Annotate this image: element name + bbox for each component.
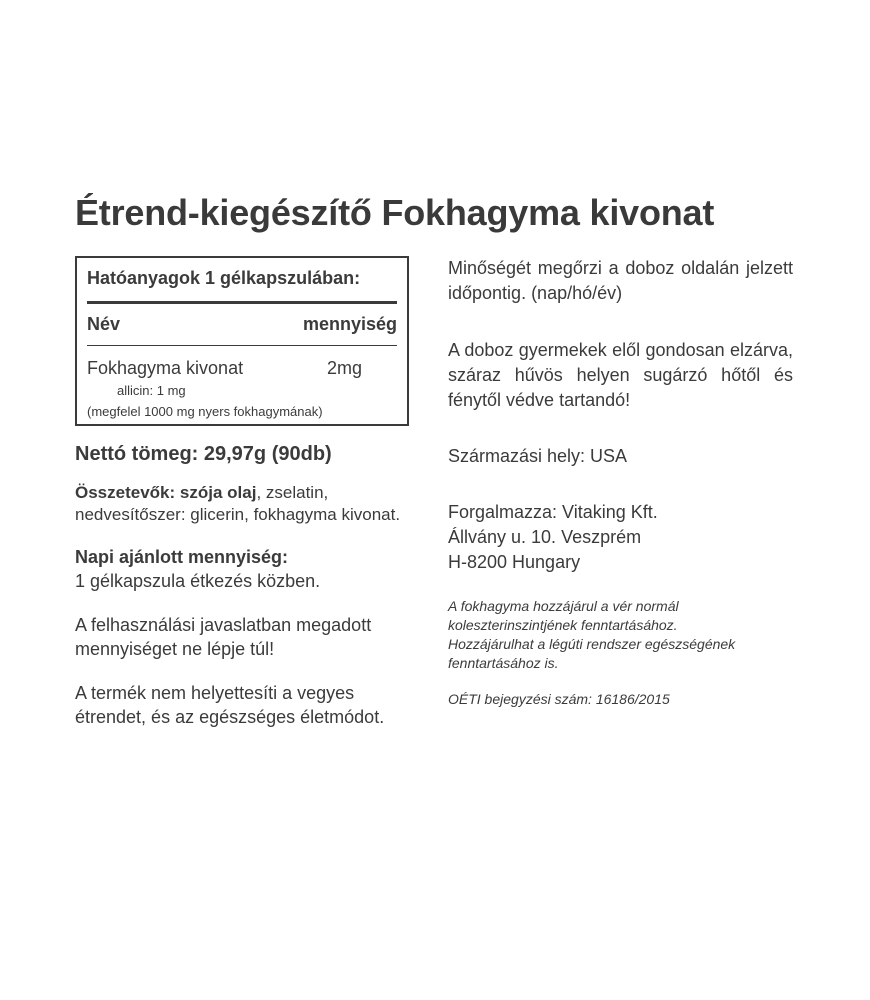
active-ingredients-table	[75, 256, 409, 426]
ingredient-amount: 2mg	[327, 358, 363, 378]
table-divider-thin	[87, 345, 397, 346]
dose-warning: A felhasználási javaslatban megadott mennyiséget ne lépje túl!	[75, 615, 372, 659]
ingredient-name: Fokhagyma kivonat	[87, 358, 244, 378]
table-row	[87, 358, 397, 379]
left-column	[75, 256, 415, 729]
allicin-note: allicin: 1 mg	[117, 383, 186, 398]
net-weight: Nettó tömeg: 29,97g (90db)	[75, 443, 332, 465]
column-amount-header: mennyiség	[302, 314, 397, 334]
address-line: Állvány u. 10. Veszprém	[448, 527, 642, 547]
daily-dose-text: 1 gélkapszula étkezés közben.	[75, 571, 321, 591]
equivalence-note: (megfelel 1000 mg nyers fokhagymának)	[87, 404, 323, 419]
ingredients-text	[75, 482, 415, 526]
daily-dose-label: Napi ajánlott mennyiség:	[75, 547, 289, 567]
ingredients-label: Összetevők:	[75, 483, 176, 502]
origin-text: Származási hely: USA	[448, 446, 628, 466]
table-divider-thick	[87, 301, 397, 304]
health-claim: Hozzájárulhat a légúti rendszer egészségének fenntartásához is.	[448, 636, 736, 671]
daily-dose	[75, 545, 415, 593]
ingredients-bold: szója olaj	[179, 483, 257, 502]
diet-warning: A termék nem helyettesíti a vegyes étrendet, és az egészséges életmódot.	[75, 683, 385, 727]
distributor-block	[448, 500, 793, 575]
postal-line: H-8200 Hungary	[448, 552, 581, 572]
column-name-header: Név	[87, 314, 121, 334]
health-claim: A fokhagyma hozzájárul a vér normál koleszterinszintjének fenntartásához.	[448, 598, 679, 633]
best-before-text: Minőségét megőrzi a doboz oldalán jelzett időpontig. (nap/hó/év)	[448, 258, 793, 303]
distributor-line: Forgalmazza: Vitaking Kft.	[448, 502, 658, 522]
registration-number: OÉTI bejegyzési szám: 16186/2015	[448, 691, 670, 707]
page-title: Étrend-kiegészítő Fokhagyma kivonat	[75, 192, 715, 233]
right-column	[448, 256, 793, 707]
table-heading: Hatóanyagok 1 gélkapszulában:	[87, 268, 361, 288]
storage-text: A doboz gyermekek elől gondosan elzárva, száraz hűvös helyen sugárzó hőtől és fénytől védve tartandó!	[448, 340, 793, 410]
table-header-row	[87, 314, 397, 335]
health-claims	[448, 597, 793, 673]
ingredients-rest: , zselatin, nedvesítőszer: glicerin, fokhagyma kivonat.	[75, 483, 401, 524]
